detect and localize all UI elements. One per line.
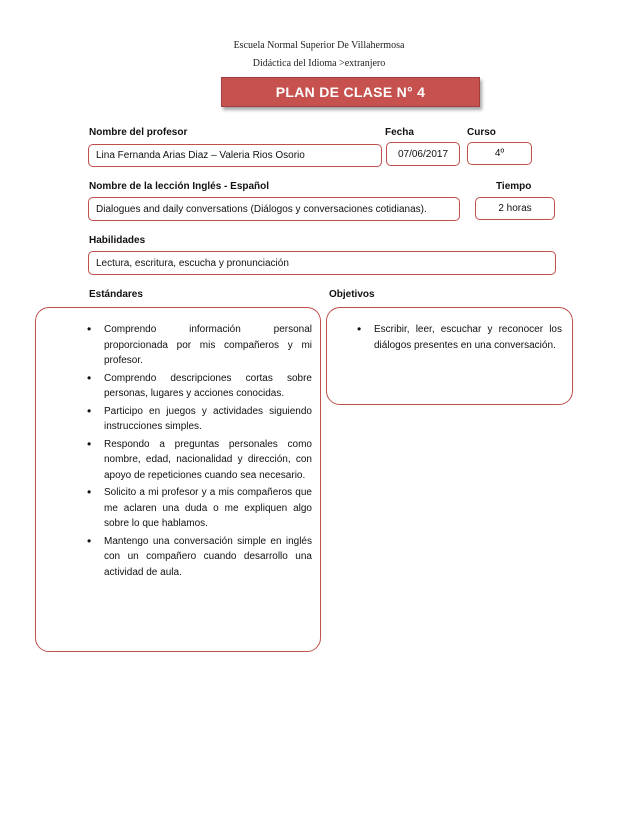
skills-field	[88, 251, 556, 275]
school-name: Escuela Normal Superior De Villahermosa	[233, 40, 405, 51]
objective-item: • Escribir, leer, escuchar y reconocer los diálogos presentes en una conversación.	[354, 322, 562, 353]
standard-item: • Participo en juegos y actividades siguiendo instrucciones simples.	[84, 404, 312, 435]
standards-list	[84, 322, 312, 582]
standard-item: • Comprendo información personal proporcionada por mis compañeros y mi profesor.	[84, 322, 312, 369]
date-field	[386, 142, 460, 166]
date-value: 07/06/2017	[397, 148, 449, 160]
skills-value: Lectura, escritura, escucha y pronunciación	[96, 257, 289, 269]
standard-item: • Mantengo una conversación simple en inglés con un compañero cuando desarrollo una actividad de aula.	[84, 534, 312, 581]
date-label: Fecha	[385, 127, 414, 138]
course-value: 4º	[494, 148, 505, 159]
objectives-list	[354, 322, 562, 355]
lesson-plan-banner	[221, 77, 480, 107]
course-label: Curso	[467, 127, 496, 138]
lesson-field	[88, 197, 460, 221]
time-field	[475, 197, 555, 220]
teacher-label: Nombre del profesor	[89, 127, 188, 138]
objectives-label: Objetivos	[329, 289, 375, 300]
lesson-value: Dialogues and daily conversations (Diálogos y conversaciones cotidianas).	[96, 203, 427, 215]
teacher-value: Lina Fernanda Arias Diaz – Valeria Rios Osorio	[96, 150, 305, 161]
standard-item: • Solicito a mi profesor y a mis compañeros que me aclaren una duda o me expliquen algo sobre lo que hablamos.	[84, 485, 312, 532]
lesson-label: Nombre de la lección Inglés - Español	[89, 181, 270, 192]
standard-item: • Comprendo descripciones cortas sobre personas, lugares y acciones conocidas.	[84, 371, 312, 402]
standards-label: Estándares	[89, 289, 143, 300]
banner-title: PLAN DE CLASE N° 4	[275, 84, 426, 100]
teacher-field	[88, 144, 382, 167]
standards-panel	[35, 307, 321, 652]
subject-name: Didáctica del Idioma >extranjero	[252, 58, 386, 69]
time-value: 2 horas	[498, 203, 532, 214]
course-field	[467, 142, 532, 165]
time-label: Tiempo	[496, 181, 532, 192]
skills-label: Habilidades	[89, 235, 146, 246]
standard-item: • Respondo a preguntas personales como nombre, edad, nacionalidad y dirección, con apoyo de repeticiones cuando sea necesario.	[84, 437, 312, 484]
objectives-panel	[326, 307, 573, 405]
